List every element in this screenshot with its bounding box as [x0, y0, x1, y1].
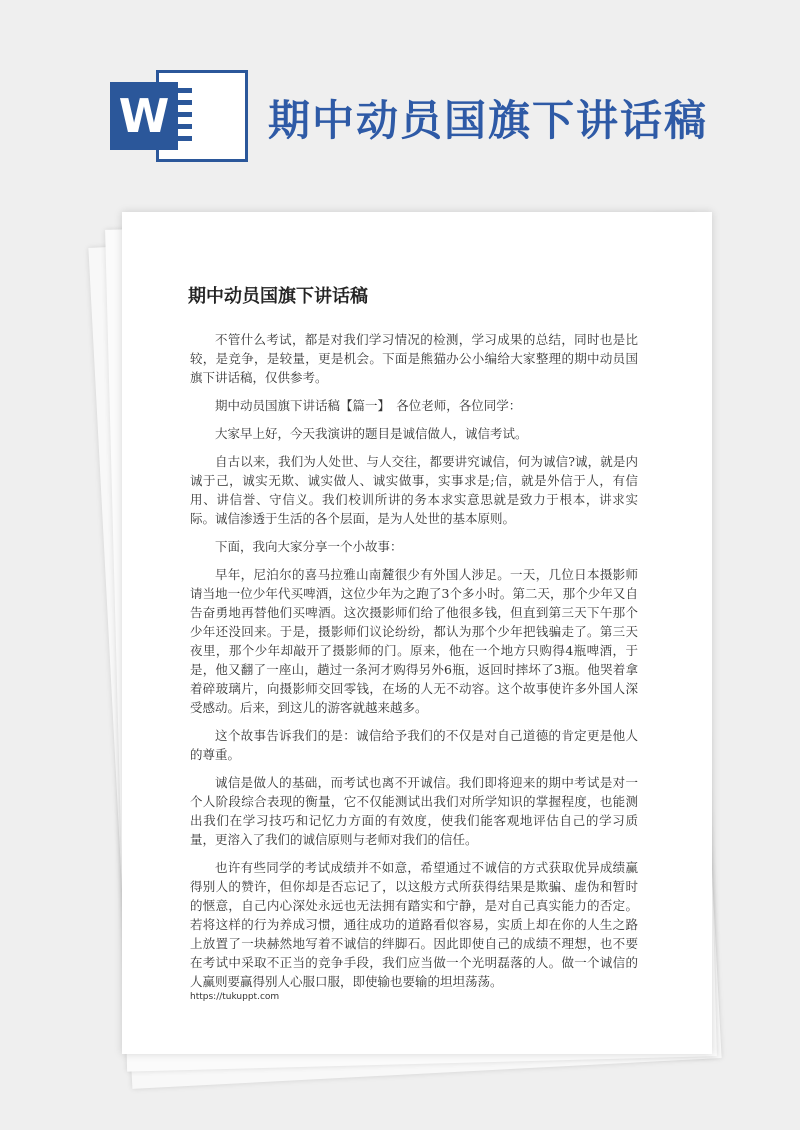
document-title: 期中动员国旗下讲话稿 [188, 286, 368, 307]
word-logo [110, 70, 250, 162]
paragraph-story-lead: 下面，我向大家分享一个小故事： [215, 539, 403, 554]
paragraph-intro: 不管什么考试，都是对我们学习情况的检测，学习成果的总结，同时也是比较，是竞争，是较量，更是机会。下面是熊猫办公小编给大家整理的期中动员国旗下讲话稿，仅供参考。 [190, 332, 638, 385]
paragraph-conclusion: 也许有些同学的考试成绩并不如意，希望通过不诚信的方式获取优异成绩赢得别人的赞许，但你却是否忘记了，以这般方式所获得结果是欺骗、虚伪和暂时的惬意，自己内心深处永远也无法拥有踏实和宁静，是对自己真实能力的否定。若将这样的行为养成习惯，通往成功的道路看似容易，实质上却在你的人生之路上放置了一块赫然地写着不诚信的绊脚石。因此即使自己的成绩不理想，也不要在考试中采取不正当的竞争手段，我们应当做一个光明磊落的人。做一个诚信的人赢则要赢得别人心服口服，即使输也要输的坦坦荡荡。 [190, 860, 638, 989]
paragraph-heading: 期中动员国旗下讲话稿【篇一】 各位老师，各位同学： [215, 398, 522, 413]
paragraph-story: 早年，尼泊尔的喜马拉雅山南麓很少有外国人涉足。一天，几位日本摄影师请当地一位少年代买啤酒，这位少年为之跑了3个多小时。第二天，那个少年又自告奋勇地再替他们买啤酒。这次摄影师们给了他很多钱，但直到第三天下午那个少年还没回来。于是，摄影师们议论纷纷，都认为那个少年把钱骗走了。第三天夜里，那个少年却敲开了摄影师的门。原来，他在一个地方只购得4瓶啤酒，于是，他又翻了一座山，趟过一条河才购得另外6瓶，返回时摔坏了3瓶。他哭着拿着碎玻璃片，向摄影师交回零钱，在场的人无不动容。这个故事使许多外国人深受感动。后来，到这儿的游客就越来越多。 [190, 567, 638, 715]
paragraph-exam: 诚信是做人的基础，而考试也离不开诚信。我们即将迎来的期中考试是对一个人阶段综合表现的衡量，它不仅能测试出我们对所学知识的掌握程度，也能测出我们在学习技巧和记忆力方面的有效度，使我们能客观地评估自己的学习质量，更溶入了我们的诚信原则与老师对我们的信任。 [190, 775, 638, 847]
paragraph-greeting: 大家早上好，今天我演讲的题目是诚信做人，诚信考试。 [215, 426, 528, 441]
document-body [190, 330, 638, 1000]
paragraph-definition: 自古以来，我们为人处世、与人交往，都要讲究诚信，何为诚信?诚，就是内诚于己，诚实无欺、诚实做人、诚实做事，实事求是;信，就是外信于人，有信用、讲信誉、守信义。我们校训所讲的务本求实意思就是致力于根本，讲求实际。诚信渗透于生活的各个层面，是为人处世的基本原则。 [190, 454, 638, 526]
footer-url[interactable]: https://tukuppt.com [190, 992, 280, 1002]
header-title: 期中动员国旗下讲话稿 [268, 96, 709, 145]
paragraph-moral: 这个故事告诉我们的是：诚信给予我们的不仅是对自己道德的肯定更是他人的尊重。 [190, 728, 638, 762]
word-icon: W [110, 82, 178, 150]
